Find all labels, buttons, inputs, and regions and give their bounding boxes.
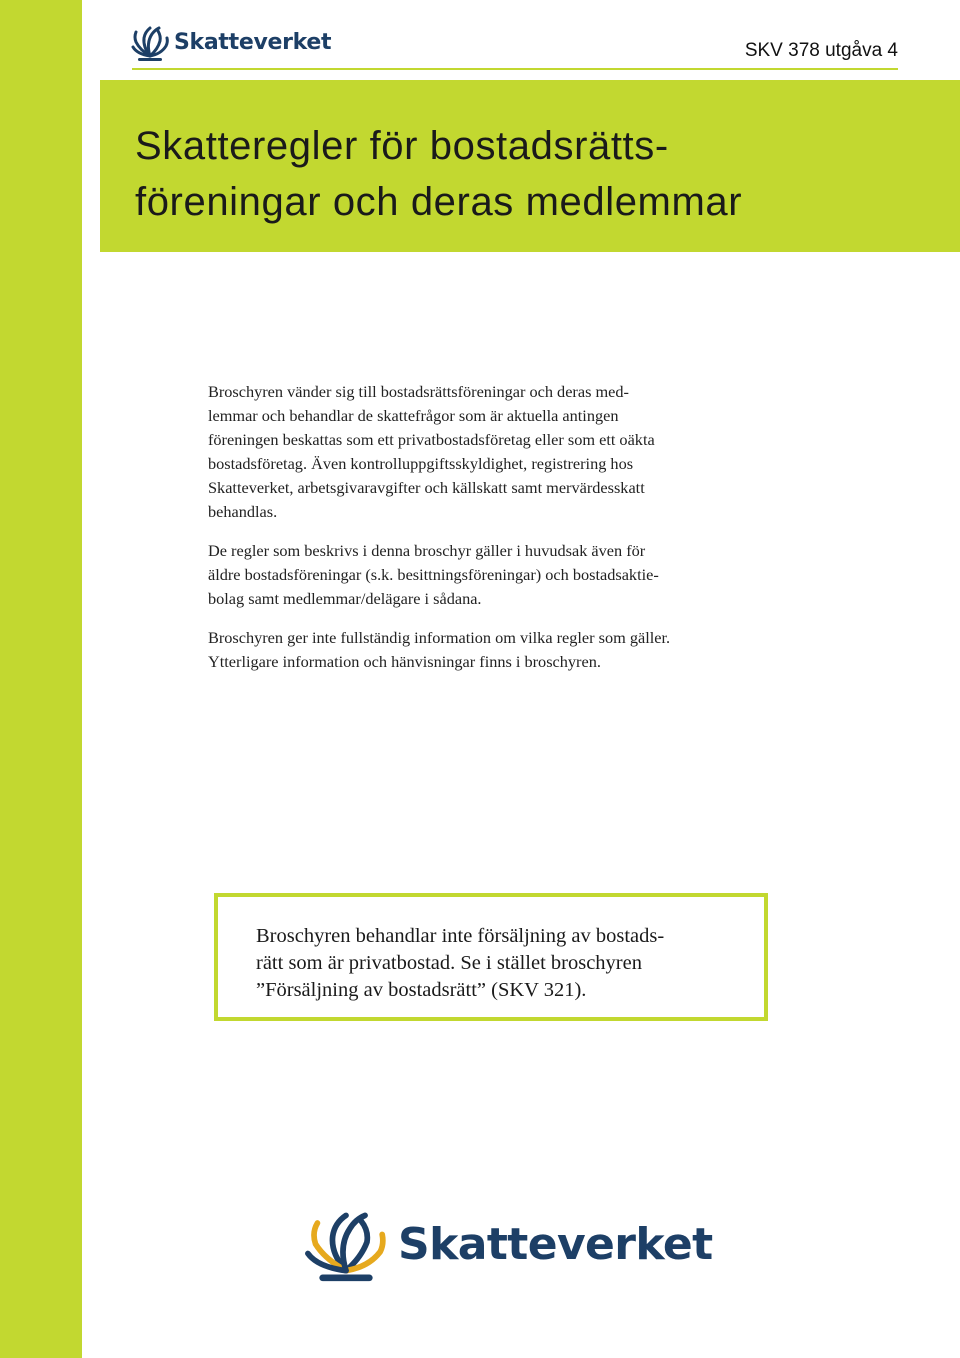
text-line: Broschyren vänder sig till bostadsrättsföreningar och deras med- bbox=[208, 382, 629, 401]
notice-line: ”Försäljning av bostadsrätt” (SKV 321). bbox=[256, 979, 587, 1001]
text-line: bolag samt medlemmar/delägare i sådana. bbox=[208, 589, 482, 608]
notice-box bbox=[214, 893, 768, 1021]
text-line: Ytterligare information och hänvisningar finns i broschyren. bbox=[208, 652, 601, 671]
intro-text bbox=[208, 380, 788, 689]
skatteverket-crown-icon bbox=[130, 21, 170, 63]
text-line: Skatteverket, arbetsgivaravgifter och källskatt samt mervärdesskatt bbox=[208, 478, 645, 497]
document-code: SKV 378 utgåva 4 bbox=[744, 40, 898, 61]
notice-line: rätt som är privatbostad. Se i stället broschyren bbox=[256, 952, 642, 974]
header-brand-name: Skatteverket bbox=[174, 29, 332, 55]
text-line: föreningen beskattas som ett privatbostadsföretag eller som ett oäkta bbox=[208, 430, 655, 449]
page-title bbox=[135, 118, 742, 230]
page-title-line: föreningar och deras medlemmar bbox=[135, 180, 743, 224]
skatteverket-crown-icon bbox=[300, 1204, 392, 1284]
notice-text bbox=[256, 923, 664, 1004]
header-logo bbox=[130, 20, 331, 64]
footer-brand-name: Skatteverket bbox=[398, 1218, 713, 1270]
left-accent-band bbox=[0, 0, 82, 1358]
intro-paragraph bbox=[208, 380, 788, 524]
text-line: behandlas. bbox=[208, 502, 278, 521]
text-line: äldre bostadsföreningar (s.k. besittningsföreningar) och bostadsaktie- bbox=[208, 565, 659, 584]
intro-paragraph bbox=[208, 539, 788, 611]
text-line: lemmar och behandlar de skattefrågor som är aktuella antingen bbox=[208, 406, 619, 425]
text-line: De regler som beskrivs i denna broschyr gäller i huvudsak även för bbox=[208, 541, 646, 560]
intro-paragraph bbox=[208, 626, 788, 674]
page-title-line: Skatteregler för bostadsrätts- bbox=[135, 124, 669, 168]
text-line: Broschyren ger inte fullständig information om vilka regler som gäller. bbox=[208, 628, 671, 647]
notice-line: Broschyren behandlar inte försäljning av bostads- bbox=[256, 925, 665, 947]
footer-logo bbox=[300, 1205, 713, 1283]
text-line: bostadsföretag. Även kontrolluppgiftsskyldighet, registrering hos bbox=[208, 454, 634, 473]
header-divider bbox=[132, 68, 898, 70]
